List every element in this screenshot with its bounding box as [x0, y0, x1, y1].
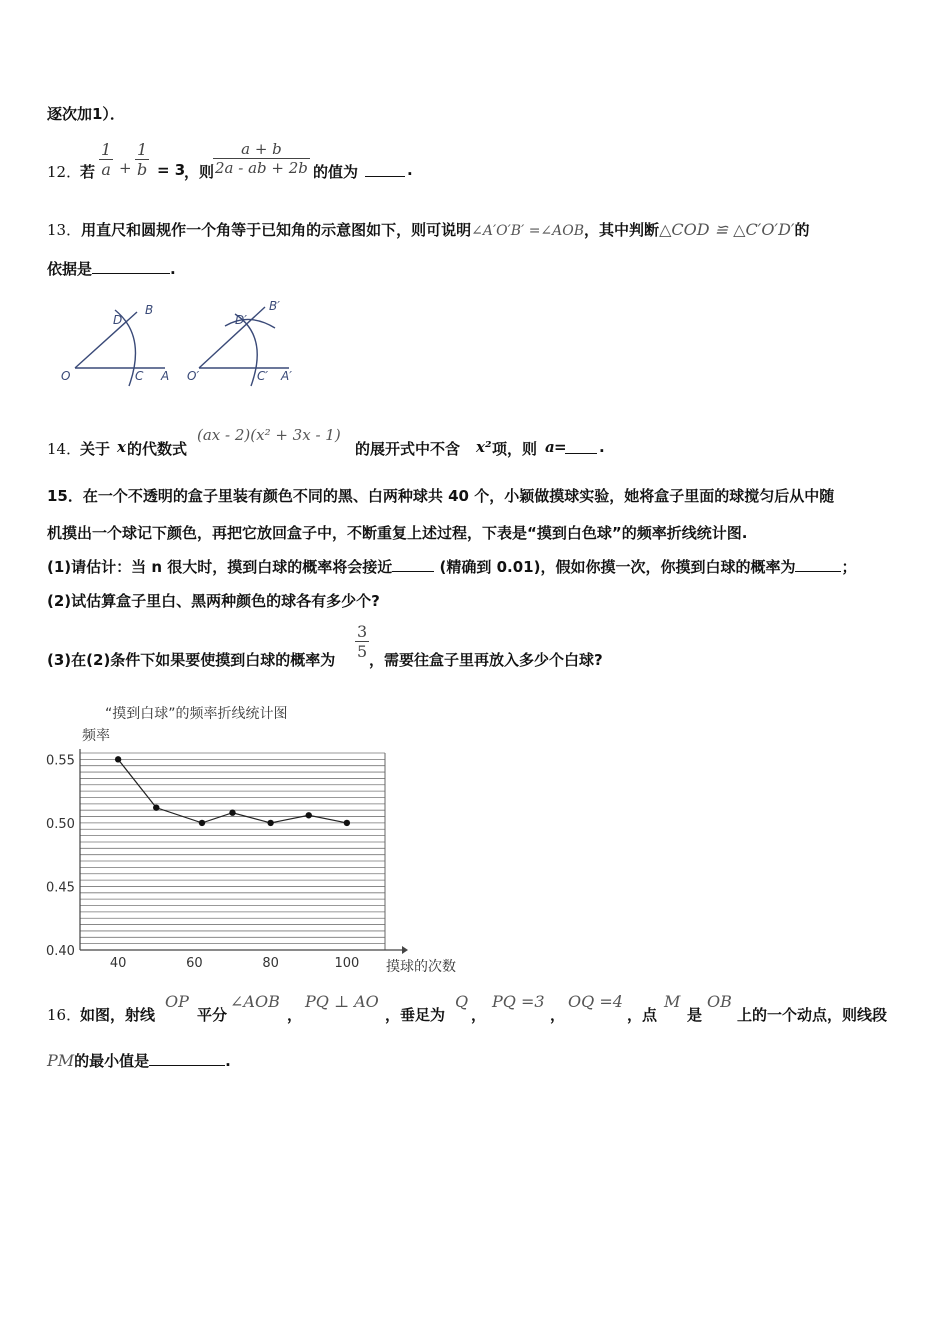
chart-xlabel: 摸球的次数: [386, 959, 456, 975]
q15-p1a: (1)请估计：当 n 很大时，摸到白球的概率将会接近: [47, 558, 393, 576]
q15-blank-2[interactable]: [795, 559, 841, 572]
fig-label-d-prime: D′: [235, 313, 247, 327]
q14-number: 14．: [47, 440, 82, 458]
q14-t1: 关于: [80, 440, 111, 458]
q12-prefix: 若: [80, 163, 96, 181]
q16-m4: Q: [455, 992, 469, 1011]
q16-t7: ，点: [627, 1006, 658, 1024]
q12-frac2-numerator: 1: [137, 140, 148, 159]
q12-mid: ，则: [184, 163, 215, 181]
q16-t4: ，垂足为: [385, 1006, 446, 1024]
q15-p3a: (3)在(2)条件下如果要使摸到白球的概率为: [47, 651, 336, 669]
q16-m5: PQ =3: [492, 992, 545, 1011]
q15-frac-numerator: 3: [357, 622, 368, 641]
q13-text3: 的: [794, 221, 810, 239]
q14-t3: 的展开式中不含: [355, 440, 461, 458]
chart-axes: [80, 749, 408, 954]
q16-m2: ∠AOB: [230, 992, 280, 1011]
data-point: [306, 812, 312, 818]
q12-fraction-main: [213, 140, 310, 177]
q12-frac3-numerator: a + b: [241, 140, 282, 158]
x-axis-arrow: [402, 946, 408, 954]
q13-answer-blank[interactable]: [92, 261, 170, 274]
question-16-line2: [47, 1050, 231, 1071]
q15-p3b: ，需要往盒子里再放入多少个白球?: [369, 651, 603, 669]
q13-text1: 用直尺和圆规作一个角等于已知角的示意图如下，则可说明: [81, 221, 472, 239]
chart-ylabel: 频率: [82, 728, 110, 744]
x-tick-label: 40: [109, 956, 127, 971]
q16-line2-text: 的最小值是: [74, 1052, 150, 1070]
q16-end: .: [225, 1052, 231, 1070]
q16-t6: ，: [550, 1006, 566, 1024]
q15-blank-1[interactable]: [392, 559, 434, 572]
fig-label-a: A: [161, 369, 170, 383]
q16-pm: PM: [47, 1051, 75, 1070]
q12-end: .: [407, 161, 413, 179]
fig-label-a-prime: A′: [281, 369, 292, 383]
q13-figure: [55, 298, 305, 390]
fig-left-ray-ob: [75, 312, 137, 368]
y-tick-label: 0.40: [46, 944, 75, 959]
question-13-line2: [47, 258, 176, 279]
q16-number: 16．: [47, 1006, 82, 1024]
q12-equals: = 3: [157, 161, 186, 179]
y-tick-label: 0.50: [46, 816, 75, 832]
frequency-line-chart: [40, 695, 480, 980]
q15-p1b: (精确到 0.01)，假如你摸一次，你摸到白球的概率为: [439, 558, 796, 576]
q16-m3: PQ ⊥ AO: [305, 992, 379, 1011]
q16-t1: 如图，射线: [80, 1006, 156, 1024]
q15-fraction: [355, 622, 369, 661]
q16-t2: 平分: [197, 1006, 228, 1024]
q15-part1: [47, 556, 856, 577]
fig-label-c-prime: C′: [257, 369, 269, 383]
q12-frac3-denominator: 2a - ab + 2b: [215, 159, 308, 177]
q16-t5: ，: [471, 1006, 487, 1024]
q14-expression: (ax - 2)(x² + 3x - 1): [197, 426, 341, 444]
q12-suffix: 的值为: [313, 163, 359, 181]
chart-grid: [80, 753, 385, 944]
q16-t9: 上的一个动点，则线段: [737, 1006, 888, 1024]
q13-line2-text: 依据是: [47, 260, 93, 278]
fig-label-o: O: [61, 369, 71, 383]
q13-math2: △COD ≌ △C′O′D′: [659, 220, 795, 239]
x-tick-label: 60: [186, 956, 203, 971]
q16-t8: 是: [687, 1006, 703, 1024]
q14-x2: x²: [476, 438, 492, 456]
x-tick-label: 100: [334, 956, 360, 971]
y-tick-label: 0.45: [46, 880, 75, 896]
q15-line1: 15．在一个不透明的盒子里装有颜色不同的黑、白两种球共 40 个，小颖做摸球实验，她将盒子里面的球搅匀后从中随: [47, 487, 835, 505]
q13-text2: ，其中判断: [584, 221, 660, 239]
q15-line2: 机摸出一个球记下颜色，再把它放回盒子中，不断重复上述过程，下表是“摸到白色球”的频率折线统计图.: [47, 524, 748, 542]
q14-t4: 项，则: [492, 440, 538, 458]
q12-frac1-denominator: a: [99, 159, 113, 179]
q14-end: .: [599, 438, 605, 456]
q16-m1: OP: [165, 992, 189, 1011]
q13-math1: ∠A′O′B′ =∠AOB: [471, 223, 585, 239]
fig-label-c: C: [135, 369, 144, 383]
q14-answer-blank[interactable]: [565, 441, 597, 454]
q16-m7: M: [664, 992, 681, 1011]
q12-number: 12．: [47, 163, 82, 181]
data-point: [115, 756, 121, 762]
q12-answer-blank[interactable]: [365, 164, 405, 177]
q15-part2: (2)试估算盒子里白、黑两种颜色的球各有多少个?: [47, 592, 380, 610]
q16-t3: ，: [287, 1006, 303, 1024]
x-tick-label: 80: [262, 956, 279, 971]
question-13-line1: [47, 219, 810, 240]
q16-answer-blank[interactable]: [149, 1053, 225, 1066]
q14-a: a: [545, 438, 555, 456]
fig-label-b-prime: B′: [269, 299, 280, 313]
fig-label-o-prime: O′: [187, 369, 200, 383]
q12-frac1-numerator: 1: [101, 140, 112, 159]
q14-t2: 的代数式: [127, 440, 188, 458]
data-point: [229, 810, 235, 816]
q12-fraction-1b: [135, 140, 149, 179]
q12-fraction-1a: [99, 140, 113, 179]
data-point: [267, 820, 273, 826]
data-point: [344, 820, 350, 826]
q15-frac-denominator: 5: [357, 642, 368, 661]
q14-x: x: [117, 438, 126, 456]
q13-number: 13．: [47, 221, 82, 239]
fig-label-d: D: [113, 313, 123, 327]
q14-t5: =: [554, 438, 567, 456]
chart-title: “摸到白球”的频率折线统计图: [105, 706, 288, 722]
q12-plus: +: [119, 159, 132, 177]
data-point: [153, 804, 159, 810]
q15-p1c: ；: [841, 558, 857, 576]
q13-end: .: [170, 260, 176, 278]
y-tick-label: 0.55: [46, 753, 75, 769]
continued-text: 逐次加1）．: [47, 105, 125, 123]
chart-ticks: [46, 753, 359, 971]
q16-m8: OB: [707, 992, 732, 1011]
q12-frac2-denominator: b: [137, 160, 148, 179]
fig-label-b: B: [145, 303, 154, 317]
q16-m6: OQ =4: [568, 992, 623, 1011]
data-point: [199, 820, 205, 826]
